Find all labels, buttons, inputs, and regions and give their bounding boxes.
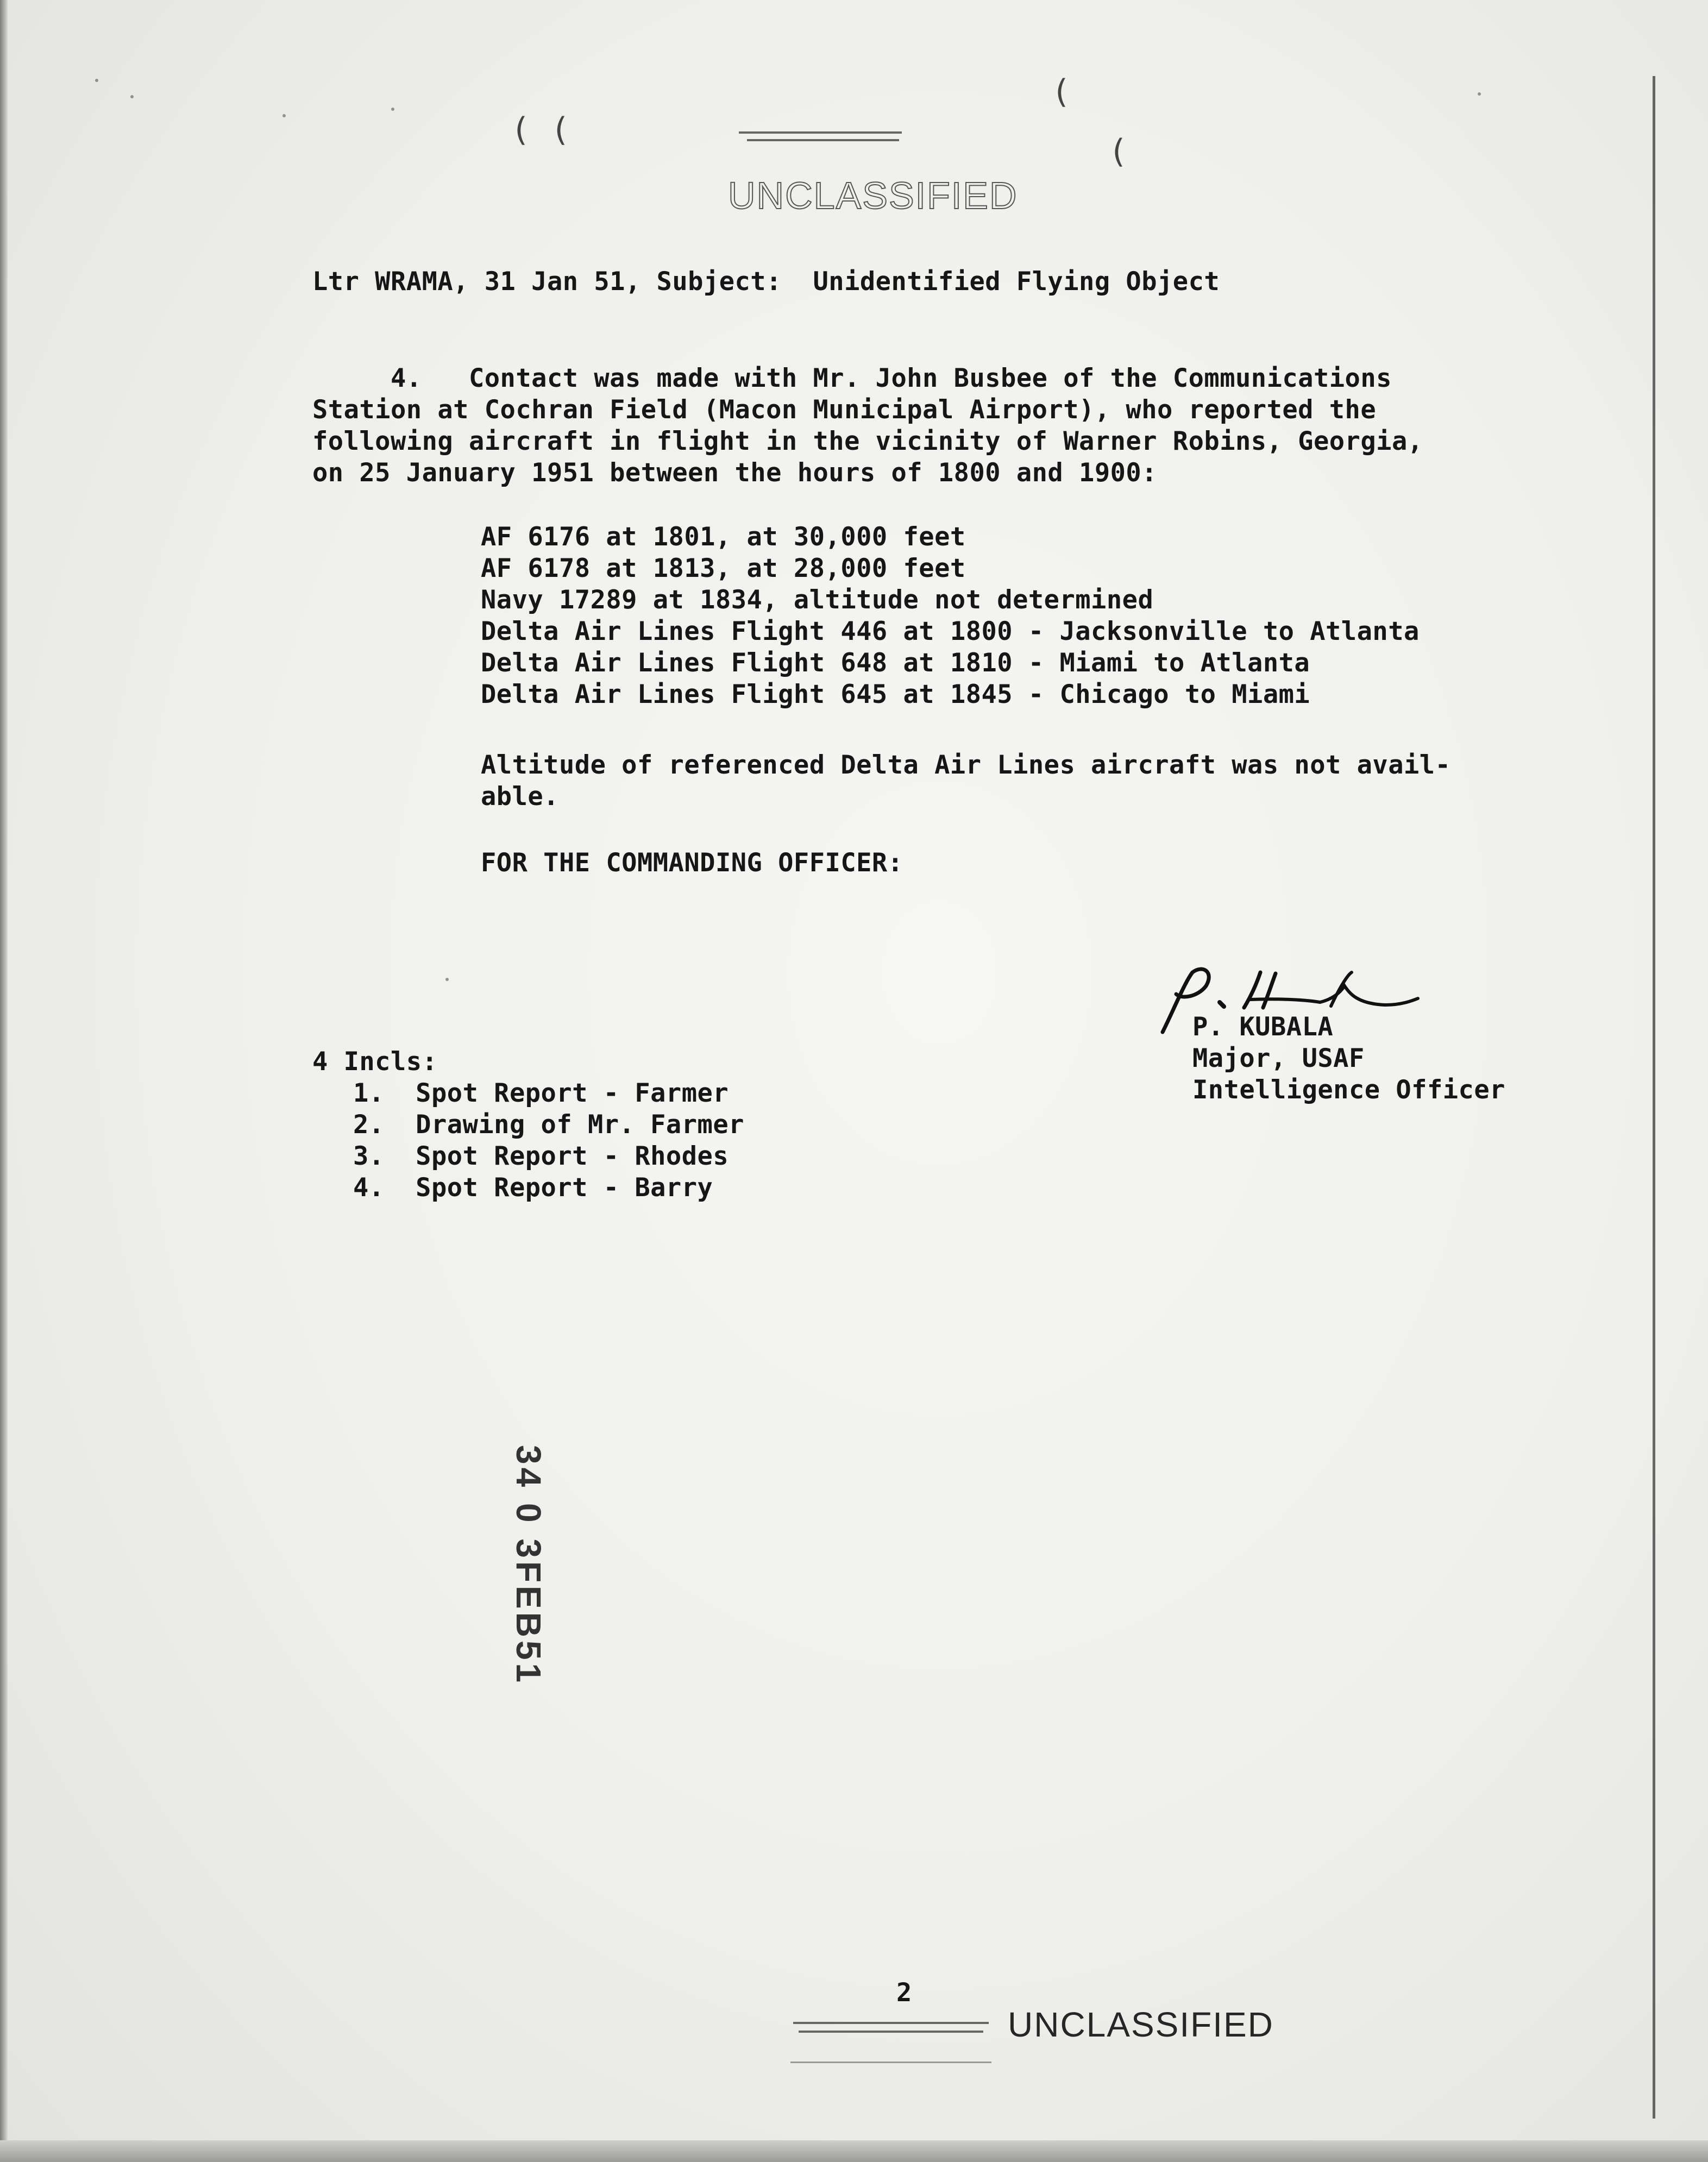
scan-speck (445, 978, 449, 981)
aircraft-list-item: Delta Air Lines Flight 648 at 1810 - Miami to Atlanta (481, 648, 1310, 678)
letter-reference-line: Ltr WRAMA, 31 Jan 51, Subject: Unidentified Flying Object (312, 267, 1220, 297)
received-date-stamp (467, 1445, 576, 1717)
top-strike-line (747, 139, 899, 141)
margin-paren-mark: ( (1108, 133, 1128, 171)
inclosure-item: 2. Drawing of Mr. Farmer (353, 1110, 744, 1140)
paragraph-4-line-4: on 25 January 1951 between the hours of 1800 and 1900: (312, 458, 1158, 488)
signer-name: P. KUBALA (1192, 1012, 1334, 1042)
scan-speck (282, 114, 286, 117)
paragraph-4-line-2: Station at Cochran Field (Macon Municipal Airport), who reported the (312, 395, 1377, 425)
paragraph-4-line-1: 4. Contact was made with Mr. John Busbee of the Communications (312, 363, 1392, 393)
scan-speck (95, 79, 98, 82)
inclosure-item: 3. Spot Report - Rhodes (353, 1141, 729, 1171)
bottom-strike-line (790, 2062, 991, 2063)
scan-bottom-edge (0, 2140, 1708, 2162)
scan-left-edge (0, 0, 8, 2162)
aircraft-list-item: AF 6176 at 1801, at 30,000 feet (481, 522, 966, 552)
aircraft-list-item: AF 6178 at 1813, at 28,000 feet (481, 554, 966, 583)
altitude-note-line-1: Altitude of referenced Delta Air Lines aircraft was not avail- (481, 750, 1451, 780)
bottom-strike-line (799, 2031, 983, 2033)
scan-speck (391, 108, 394, 111)
scan-speck (130, 95, 134, 98)
inclosures-heading: 4 Incls: (312, 1047, 438, 1077)
margin-paren-marks: ( ( (511, 111, 570, 149)
inclosure-item: 1. Spot Report - Farmer (353, 1078, 729, 1108)
top-strike-line (739, 131, 902, 134)
altitude-note-line-2: able. (481, 782, 559, 812)
commanding-officer-line: FOR THE COMMANDING OFFICER: (481, 848, 903, 878)
unclassified-stamp-bottom: UNCLASSIFIED (1008, 2005, 1274, 2044)
scan-speck (1478, 92, 1481, 96)
margin-paren-mark: ( (1051, 73, 1071, 111)
received-date-stamp-text: 34 0 3FEB51 (509, 1445, 548, 1686)
unclassified-stamp-top: UNCLASSIFIED (728, 174, 1018, 217)
signer-rank: Major, USAF (1192, 1044, 1365, 1073)
aircraft-list-item: Delta Air Lines Flight 645 at 1845 - Chicago to Miami (481, 680, 1310, 709)
aircraft-list-item: Delta Air Lines Flight 446 at 1800 - Jacksonville to Atlanta (481, 617, 1420, 646)
inclosure-item: 4. Spot Report - Barry (353, 1173, 713, 1203)
aircraft-list-item: Navy 17289 at 1834, altitude not determined (481, 585, 1154, 615)
paragraph-4-line-3: following aircraft in flight in the vicinity of Warner Robins, Georgia, (312, 426, 1423, 456)
page-number: 2 (896, 1978, 912, 2008)
bottom-strike-line (793, 2022, 989, 2024)
scan-right-edge (1653, 76, 1655, 2119)
signer-title: Intelligence Officer (1192, 1075, 1505, 1105)
